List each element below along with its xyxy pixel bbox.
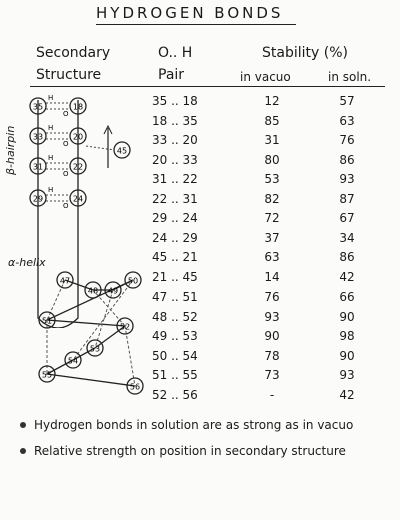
soln-cell: 93: [339, 368, 355, 382]
soln-cell: 67: [339, 211, 355, 225]
header-in-soln: in soln.: [328, 70, 372, 84]
pair-cell: 51 .. 55: [152, 368, 198, 382]
residue-label: 20: [72, 132, 84, 142]
vacuo-cell: 14: [264, 269, 280, 284]
bullet-dot: [20, 422, 26, 428]
residue-label: 29: [32, 194, 44, 204]
pair-cell: 33 .. 20: [152, 133, 198, 147]
table-row: [152, 248, 382, 268]
bullet-text: Relative strength on position in secondary structure: [34, 444, 346, 458]
atom-label: H: [48, 186, 54, 194]
atom-label: O: [63, 140, 69, 148]
vacuo-cell: 72: [264, 211, 280, 225]
alpha-helix-diagram: [35, 268, 165, 398]
bullet-text: Hydrogen bonds in solution are as strong as in vacuo: [34, 418, 354, 432]
pair-cell: 18 .. 35: [152, 113, 198, 128]
soln-cell: 63: [339, 113, 355, 128]
vacuo-cell: 53: [264, 172, 280, 186]
atom-label: H: [48, 124, 54, 132]
table-row: [152, 151, 382, 171]
residue-label: 31: [32, 162, 44, 172]
residue-label: 33: [32, 132, 44, 142]
bullet-item: [20, 438, 353, 464]
residue-label: 24: [72, 194, 84, 204]
label-beta-hairpin: β-hairpin: [4, 125, 17, 175]
residue-label: 35: [32, 102, 44, 112]
soln-cell: 42: [339, 269, 355, 284]
vacuo-cell: 85: [264, 113, 280, 128]
header-pair-line2: Pair: [158, 67, 185, 83]
vacuo-cell: 82: [264, 191, 280, 206]
vacuo-cell: 80: [264, 152, 280, 167]
pair-cell: 20 .. 33: [152, 152, 198, 167]
residue-label: 56: [129, 382, 141, 392]
table-row: [152, 327, 382, 347]
title-underline: [96, 24, 296, 25]
vacuo-cell: 73: [264, 368, 280, 382]
residue-label: 50: [127, 276, 139, 286]
residue-label: 51: [41, 316, 53, 326]
header-underline: [30, 86, 385, 87]
vacuo-cell: 31: [264, 133, 280, 147]
pair-cell: 49 .. 53: [152, 329, 198, 343]
pair-cell: 35 .. 18: [152, 94, 198, 108]
pair-cell: 24 .. 29: [152, 230, 198, 245]
vacuo-cell: 76: [264, 290, 280, 304]
atom-label: O: [63, 170, 69, 178]
vacuo-cell: 93: [264, 309, 280, 324]
residue-label: 47: [59, 276, 71, 286]
soln-cell: 93: [339, 172, 355, 186]
helix-table: [152, 288, 382, 405]
residue-label: 54: [67, 356, 79, 366]
residue-label: 52: [119, 322, 131, 332]
soln-cell: 98: [339, 329, 355, 343]
residue-label: 18: [72, 102, 84, 112]
pair-cell: 48 .. 52: [152, 309, 198, 324]
table-row: [152, 170, 382, 190]
soln-cell: 76: [339, 133, 355, 147]
pair-cell: 31 .. 22: [152, 172, 198, 186]
table-row: [152, 209, 382, 229]
pair-cell: 29 .. 24: [152, 211, 198, 225]
table-row: [152, 288, 382, 308]
page-title: HYDROGEN BONDS: [96, 4, 284, 22]
table-row: [152, 190, 382, 210]
header-stability: Stability (%): [262, 45, 348, 61]
header-in-vacuo: in vacuo: [240, 70, 291, 84]
soln-cell: 86: [339, 152, 355, 167]
vacuo-cell: -: [269, 387, 275, 402]
table-row: [152, 92, 382, 112]
table-row: [152, 347, 382, 367]
bullet-item: [20, 412, 353, 438]
bullet-list: [20, 412, 353, 464]
vacuo-cell: 63: [264, 250, 280, 264]
hbond-line: [47, 280, 65, 320]
soln-cell: 86: [339, 250, 355, 264]
table-row: [152, 386, 382, 406]
atom-label: H: [48, 154, 54, 162]
vacuo-cell: 78: [264, 348, 280, 363]
hbond-line: [86, 146, 114, 150]
pair-cell: 22 .. 31: [152, 191, 198, 206]
table-row: [152, 112, 382, 132]
header-pair-line1: O.. H: [158, 45, 193, 61]
soln-cell: 42: [339, 387, 355, 402]
residue-label: 22: [72, 162, 84, 172]
residue-label: 48: [87, 286, 99, 296]
header-pair: [158, 42, 192, 86]
atom-label: O: [63, 202, 69, 210]
hairpin-table: [152, 92, 382, 287]
soln-cell: 34: [339, 230, 355, 245]
vacuo-cell: 37: [264, 230, 280, 245]
header-structure-line1: Secondary: [36, 45, 111, 61]
table-row: [152, 229, 382, 249]
atom-label: O: [63, 110, 69, 118]
hbond-line: [95, 290, 113, 348]
vacuo-cell: 90: [264, 329, 280, 343]
soln-cell: 87: [339, 191, 355, 206]
atom-label: H: [48, 94, 54, 102]
header-structure: [36, 42, 110, 86]
pair-cell: 45 .. 21: [152, 250, 198, 264]
table-row: [152, 268, 382, 288]
pair-cell: 21 .. 45: [152, 269, 198, 284]
soln-cell: 90: [339, 348, 355, 363]
soln-cell: 90: [339, 309, 355, 324]
residue-label: 49: [107, 286, 119, 296]
table-row: [152, 366, 382, 386]
pair-cell: 50 .. 54: [152, 348, 198, 363]
vacuo-cell: 12: [264, 94, 280, 108]
soln-cell: 66: [339, 290, 355, 304]
pair-cell: 47 .. 51: [152, 290, 198, 304]
label-alpha-helix: α-helix: [8, 256, 46, 269]
table-row: [152, 308, 382, 328]
residue-label: 53: [89, 344, 101, 354]
table-row: [152, 131, 382, 151]
bullet-dot: [20, 448, 26, 454]
soln-cell: 57: [339, 94, 355, 108]
pair-cell: 52 .. 56: [152, 387, 198, 402]
header-structure-line2: Structure: [36, 67, 102, 83]
hbond-line: [125, 326, 135, 386]
residue-label: 55: [41, 370, 53, 380]
residue-label: 45: [116, 146, 128, 156]
